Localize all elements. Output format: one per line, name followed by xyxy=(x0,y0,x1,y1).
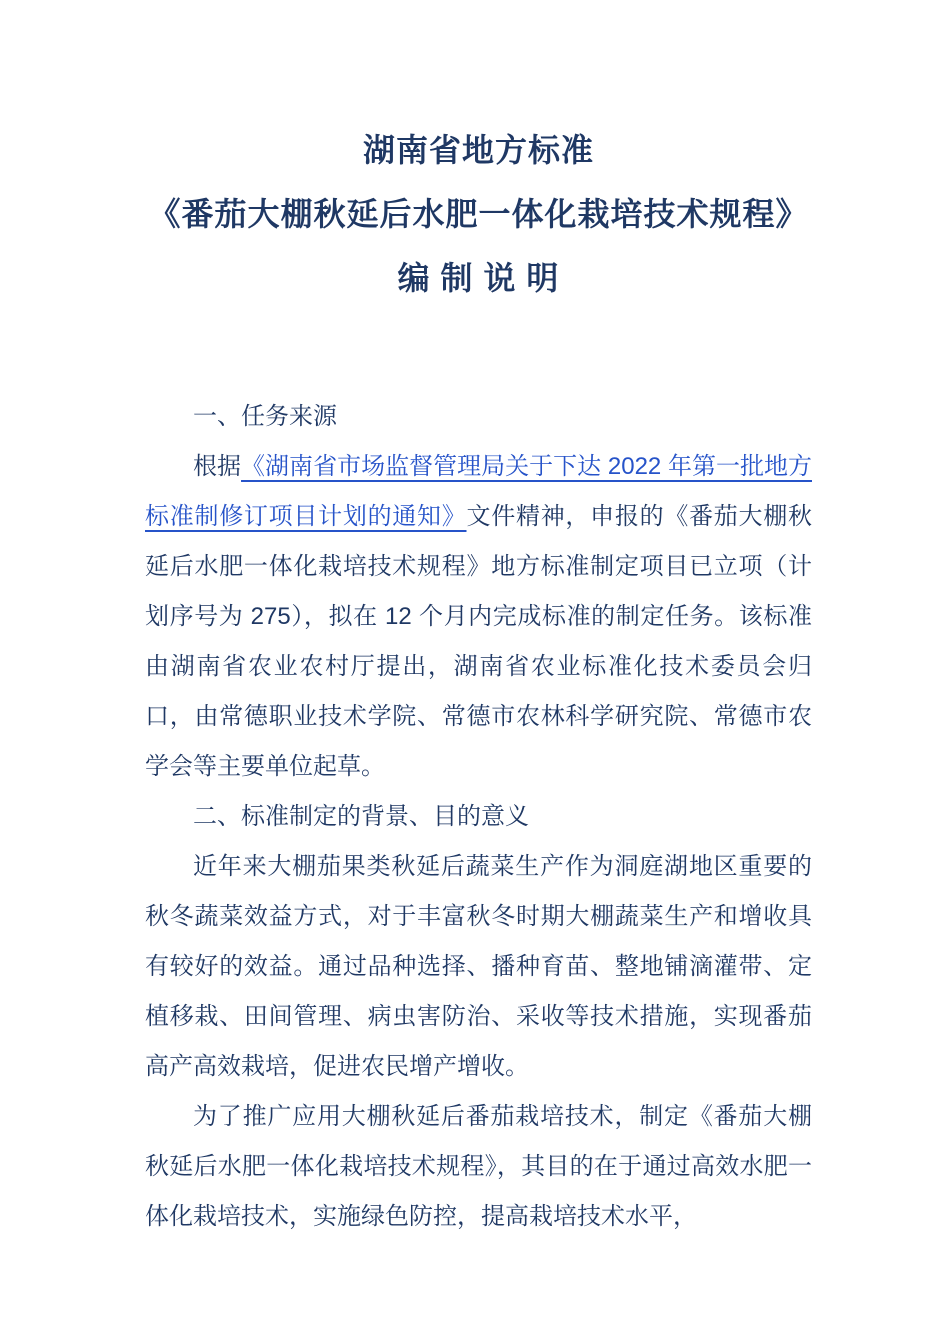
paragraph xyxy=(145,842,812,1092)
title-line-3: 编 制 说 明 xyxy=(397,260,560,296)
text-run: 二、标准制定的背景、目的意义 xyxy=(193,803,529,830)
title-line-1: 湖南省地方标准 xyxy=(362,132,594,168)
paragraph xyxy=(145,1092,812,1242)
document-title xyxy=(145,118,812,310)
text-run: 一、任务来源 xyxy=(193,403,337,430)
hyperlink[interactable]: 《湖南省市场监督管理局关于下达 2022 年第一批地方标准制修订项目计划的通知》 xyxy=(145,453,812,530)
section-heading xyxy=(145,392,812,442)
text-run: 根据 xyxy=(193,453,242,480)
text-run: 近年来大棚茄果类秋延后蔬菜生产作为洞庭湖地区重要的秋冬蔬菜效益方式，对于丰富秋冬时期大棚蔬菜生产和增收具有较好的效益。通过品种选择、播种育苗、整地铺滴灌带、定植移栽、田间管理、病虫害防治、采收等技术措施，实现番茄高产高效栽培，促进农民增产增收。 xyxy=(145,853,812,1080)
document-body xyxy=(145,392,812,1242)
text-run: 为了推广应用大棚秋延后番茄栽培技术，制定《番茄大棚秋延后水肥一体化栽培技术规程》，其目的在于通过高效水肥一体化栽培技术，实施绿色防控，提高栽培技术水平， xyxy=(145,1103,812,1230)
title-line-2: 《番茄大棚秋延后水肥一体化栽培技术规程》 xyxy=(148,196,809,232)
paragraph xyxy=(145,442,812,792)
text-run: 文件精神，申报的《番茄大棚秋延后水肥一体化栽培技术规程》地方标准制定项目已立项（计划序号为 275），拟在 12 个月内完成标准的制定任务。该标准由湖南省农业农村厅提出，湖南省农业标准化技术委员会归口，由常德职业技术学院、常德市农林科学研究院、常德市农学会等主要单位起草。 xyxy=(145,503,812,780)
section-heading xyxy=(145,792,812,842)
